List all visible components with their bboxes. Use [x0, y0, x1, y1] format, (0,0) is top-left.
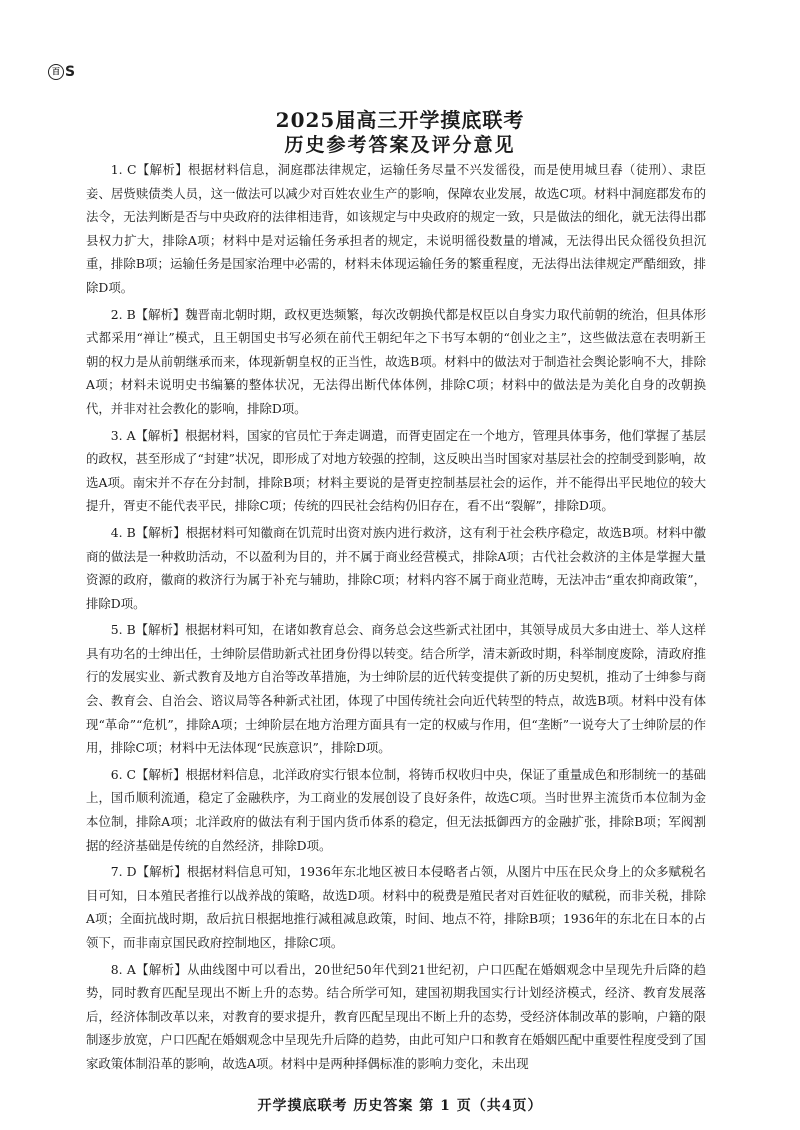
answer-1: 1. C【解析】根据材料信息，洞庭郡法律规定，运输任务尽量不兴发徭役，而是使用城旦舂（徒刑）、隶臣妾、居赀赎债类人员，这一做法可以减少对百姓农业生产的影响，保障农业发展，故选C项。材料中洞庭郡发布的法令，无法判断是否与中央政府的法律相违背，如该规定与中央政府的规定一致，只是做法的细化，就无法得出郡县权力扩大，排除A项；材料中是对运输任务承担者的规定，未说明徭役数量的增减，无法得出民众徭役负担沉重，排除B项；运输任务是国家治理中必需的，材料未体现运输任务的繁重程度，无法得出法律规定严酷细致，排除D项。: [86, 162, 706, 295]
answer-4: 4. B【解析】根据材料可知徽商在饥荒时出资对族内进行救济，这有利于社会秩序稳定，故选B项。材料中徽商的做法是一种救助活动，不以盈利为目的，并不属于商业经营模式，排除A项；古代社会救济的主体是掌握大量资源的政府，徽商的救济行为属于补充与辅助，排除C项；材料内容不属于商业范畴，无法冲击“重农抑商政策”，排除D项。: [86, 524, 706, 611]
document-subtitle: 历史参考答案及评分意见: [284, 134, 516, 156]
answer-5: 5. B【解析】根据材料可知，在诸如教育总会、商务总会这些新式社团中，其领导成员大多由进士、举人这样具有功名的士绅出任，士绅阶层借助新式社团身份得以转变。结合所学，清末新政时期，科举制度废除，清政府推行的发展实业、新式教育及地方自治等改革措施，为士绅阶层的近代转变提供了新的历史契机，推动了士绅参与商会、教育会、自治会、谘议局等各种新式社团，体现了中国传统社会向近代转型的特点，故选B项。材料中没有体现“革命”“危机”，排除A项；士绅阶层在地方治理方面具有一定的权威与作用，但“垄断”一说夸大了士绅阶层的作用，排除C项；材料中无法体现“民族意识”，排除D项。: [86, 622, 706, 756]
answer-8: 8. A【解析】从曲线图中可以看出，20世纪50年代到21世纪初，户口匹配在婚姻观念中呈现先升后降的趋势，同时教育匹配呈现出不断上升的态势。结合所学可知，建国初期我国实行计划经济模式，经济、教育发展落后，经济体制改革以来，对教育的要求提升，教育匹配呈现出不断上升的态势，受经济体制改革的影响，户籍的限制逐步放宽，户口匹配在婚姻观念中呈现先升后降的趋势，由此可知户口和教育在婚姻匹配中重要性程度受到了国家政策体制沿革的影响，故选A项。材料中是两种择偶标准的影响力变化，未出现: [86, 961, 706, 1071]
answer-6: 6. C【解析】根据材料信息，北洋政府实行银本位制，将铸币权收归中央，保证了重量成色和形制统一的基础上，国币顺利流通，稳定了金融秩序，为工商业的发展创设了良好条件，故选C项。当时世界主流货币本位制为金本位制，排除A项；北洋政府的做法有利于国内货币体系的稳定，但无法抵御西方的金融扩张，排除B项；军阀割据的经济基础是传统的自然经济，排除D项。: [86, 766, 707, 853]
publisher-logo: [48, 64, 75, 80]
logo-letter: S: [65, 64, 76, 80]
answer-list: [86, 158, 706, 1079]
answer-3: 3. A【解析】根据材料，国家的官员忙于奔走调遣，而胥吏固定在一个地方，管理具体事务，他们掌握了基层的政权，甚至形成了“封建”状况，即形成了对地方较强的控制，这反映出当时国家对基层社会的控制受到影响，故选A项。南宋并不存在分封制，排除B项；材料主要说的是胥吏控制基层社会的运作，并不能得出平民地位的较大提升，胥吏不能代表平民，排除C项；传统的四民社会结构仍旧存在，看不出“裂解”，排除D项。: [86, 427, 706, 514]
logo-mark: 百: [48, 64, 64, 80]
answer-7: 7. D【解析】根据材料信息可知，1936年东北地区被日本侵略者占领，从图片中压在民众身上的众多赋税名目可知，日本殖民者推行以战养战的策略，故选D项。材料中的税费是殖民者对百姓征收的赋税，而非关税，排除A项；全面抗战时期，敌后抗日根据地推行减租减息政策，时间、地点不符，排除B项；1936年的东北在日本的占领下，而非南京国民政府控制地区，排除C项。: [86, 864, 706, 950]
page-footer: 开学摸底联考 历史答案 第 1 页（共4页）: [257, 1098, 543, 1114]
answer-2: 2. B【解析】魏晋南北朝时期，政权更迭频繁，每次改朝换代都是权臣以自身实力取代前朝的统治，但具体形式都采用“禅让”模式，且王朝国史书写必须在前代王朝纪年之下书写本朝的“创业之主”，这些做法意在表明新王朝的权力是从前朝继承而来，体现新朝皇权的正当性，故选B项。材料中的做法对于制造社会舆论影响不大，排除A项；材料未说明史书编纂的整体状况，无法得出断代体体例，排除C项；材料中的做法是为美化自身的改朝换代，并非对社会教化的影响，排除D项。: [86, 306, 706, 416]
exam-title: 2025届高三开学摸底联考: [275, 108, 525, 132]
